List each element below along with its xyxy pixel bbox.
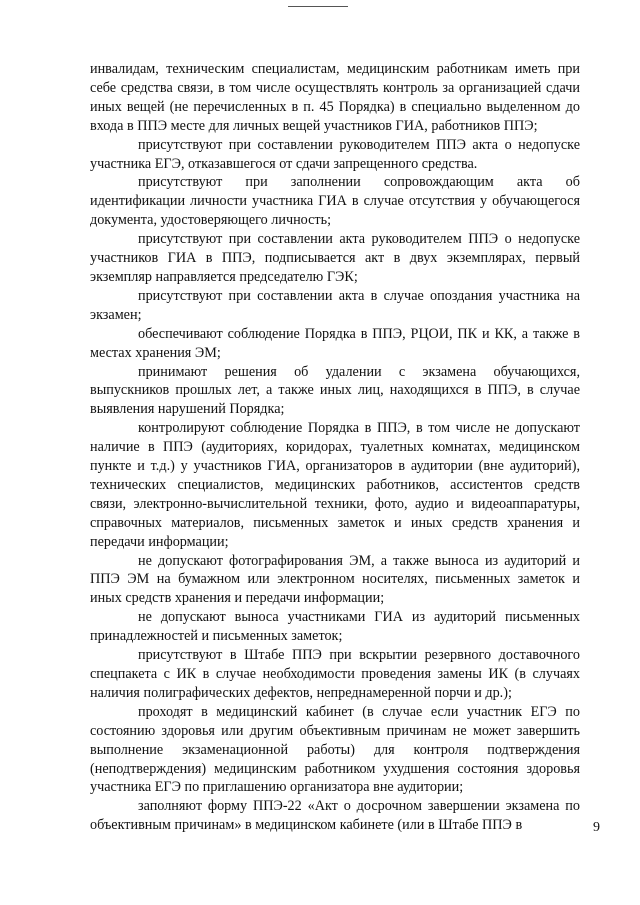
paragraph: контролируют соблюдение Порядка в ППЭ, в том числе не допускают наличие в ППЭ (аудиториях, коридорах, туалетных комнатах, медицинском пункте и т.д.) у участников ГИА, организаторов в аудитории (вне аудиторий), технических специалистов, медицинских работников, ассистентов средств связи, электронно-вычислительной техники, фото, аудио и видеоаппаратуры, справочных материалов, письменных заметок и иных средств хранения и передачи информации; <box>90 420 580 550</box>
body-text <box>90 60 580 835</box>
page-number: 9 <box>593 820 600 835</box>
paragraph: присутствуют в Штабе ППЭ при вскрытии резервного доставочного спецпакета с ИК в случае необходимости проведения замены ИК (в случаях наличия полиграфических дефектов, непреднамеренной порчи и др.); <box>90 647 580 701</box>
paragraph: присутствуют при составлении акта в случае опоздания участника на экзамен; <box>90 287 580 323</box>
paragraph: присутствуют при составлении руководителем ППЭ акта о недопуске участника ЕГЭ, отказавшегося от сдачи запрещенного средства. <box>90 136 580 172</box>
paragraph: присутствуют при заполнении сопровождающим акта об идентификации личности участника ГИА в случае отсутствия у обучающегося документа, удостоверяющего личность; <box>90 174 580 229</box>
paragraph: обеспечивают соблюдение Порядка в ППЭ, РЦОИ, ПК и КК, а также в местах хранения ЭМ; <box>90 325 580 361</box>
paragraph: проходят в медицинский кабинет (в случае если участник ЕГЭ по состоянию здоровья или другим объективным причинам не может завершить выполнение экзаменационной работы) для контроля подтверждения (неподтверждения) медицинским работником ухудшения состояния здоровья участника ЕГЭ по приглашению организатора вне аудитории; <box>90 703 580 796</box>
header-rule <box>288 6 348 7</box>
paragraph: не допускают выноса участниками ГИА из аудиторий письменных принадлежностей и письменных заметок; <box>90 609 580 645</box>
paragraph: присутствуют при составлении акта руководителем ППЭ о недопуске участников ГИА в ППЭ, подписывается акт в двух экземплярах, первый экземпляр направляется председателю ГЭК; <box>90 231 580 285</box>
paragraph: не допускают фотографирования ЭМ, а также выноса из аудиторий и ППЭ ЭМ на бумажном или электронном носителях, письменных заметок и иных средств хранения и передачи информации; <box>90 552 580 607</box>
paragraph: принимают решения об удалении с экзамена обучающихся, выпускников прошлых лет, а также иных лиц, находящихся в ППЭ, в случае выявления нарушений Порядка; <box>90 363 580 418</box>
paragraph: инвалидам, техническим специалистам, медицинским работникам иметь при себе средства связи, в том числе осуществлять контроль за организацией сдачи иных вещей (не перечисленных в п. 45 Порядка) в специально выделенном до входа в ППЭ месте для личных вещей участников ГИА, работников ППЭ; <box>90 61 580 134</box>
paragraph: заполняют форму ППЭ-22 «Акт о досрочном завершении экзамена по объективным причинам» в медицинском кабинете (или в Штабе ППЭ в <box>90 798 580 834</box>
